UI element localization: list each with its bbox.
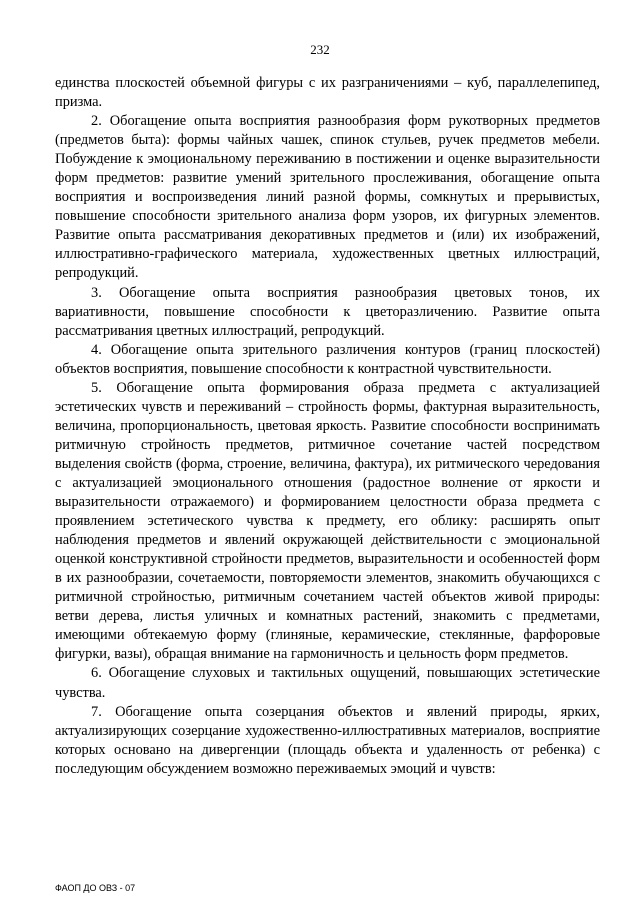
body-text: [55, 74, 600, 779]
paragraph-2: 2. Обогащение опыта восприятия разнообразия форм рукотворных предметов (предметов быта): формы чайных чашек, спинок стульев, ручек предметов мебели. Побуждение к эмоциональному переживанию в постижении и оценке выразительности форм предметов: развитие умений зрительного прослеживания, обогащение опыта восприятия и воспроизведения линий разной формы, сомкнутых и прерывистых, повышение способности зрительного анализа форм узоров, их фигурных элементов. Развитие опыта рассматривания декоративных предметов и (или) их изображений, иллюстративно-графического материала, художественных цветных иллюстраций, репродукций.: [55, 113, 600, 282]
paragraph-6: 6. Обогащение слуховых и тактильных ощущений, повышающих эстетические чувства.: [55, 665, 600, 701]
paragraph-3: 3. Обогащение опыта восприятия разнообразия цветовых тонов, их вариативности, повышение способности к цветоразличению. Развитие опыта рассматривания цветных иллюстраций, репродукций.: [55, 284, 600, 339]
page-number: 232: [310, 42, 330, 57]
paragraph-1: единства плоскостей объемной фигуры с их разграничениями – куб, параллелепипед, призма.: [55, 75, 600, 111]
paragraph-4: 4. Обогащение опыта зрительного различения контуров (границ плоскостей) объектов восприятия, повышение способности к контрастной чувствительности.: [55, 341, 600, 377]
paragraph-7: 7. Обогащение опыта созерцания объектов и явлений природы, ярких, актуализирующих созерцание художественно-иллюстративных материалов, восприятие которых основано на дивергенции (площадь объекта и удаленность от ребенка) с последующим обсуждением возможно переживаемых эмоций и чувств:: [55, 703, 600, 777]
paragraph-5: 5. Обогащение опыта формирования образа предмета с актуализацией эстетических чувств и переживаний – стройность формы, фактурная выразительность, величина, пропорциональность, цветовая яркость. Развитие способности воспринимать ритмичную стройность предметов, ритмичное сочетание частей посредством выделения свойств (форма, строение, величина, фактура), их ритмического чередования с актуализацией эмоционального отношения (радостное волнение от яркости и выразительности отражаемого) и формированием целостности образа предмета с проявлением эстетического чувства к предмету, его облику: расширять опыт наблюдения предметов и явлений окружающей действительности с эмоциональной оценкой конструктивной стройности предметов, выразительности и особенностей форм в их разнообразии, сочетаемости, повторяемости элементов, знакомить обучающихся с ритмичной стройностью, ритмичным сочетанием частей объектов живой природы: ветви дерева, листья уличных и комнатных растений, знакомить с предметами, имеющими обтекаемую форму (глиняные, керамические, стеклянные, фарфоровые фигурки, вазы), обращая внимание на гармоничность и цельность форм предметов.: [55, 379, 600, 663]
footer-doc-code: ФАОП ДО ОВЗ - 07: [55, 883, 136, 893]
